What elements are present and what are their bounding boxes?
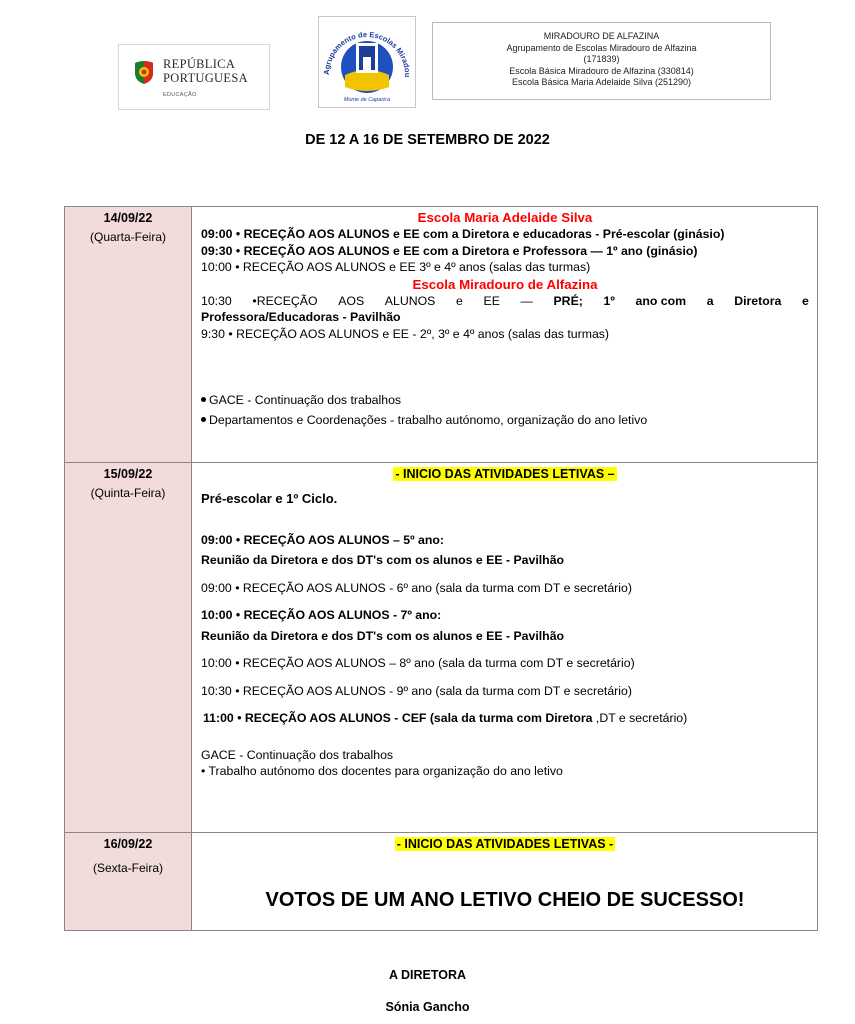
school-logo (318, 16, 416, 108)
republica-line3: EDUCAÇÃO (163, 92, 197, 98)
bullet-icon (201, 397, 206, 402)
schedule-line: 09:00 • RECEÇÃO AOS ALUNOS - 6º ano (sala da turma com DT e secretário) (201, 580, 632, 595)
school-info-line: Escola Básica Miradouro de Alfazina (330814) (509, 65, 694, 76)
closing-wish: VOTOS DE UM ANO LETIVO CHEIO DE SUCESSO! (265, 889, 745, 911)
word: e (802, 293, 809, 308)
word: e (456, 293, 463, 308)
highlight-banner: - INICIO DAS ATIVIDADES LETIVAS - (396, 837, 614, 851)
schedule-cell (192, 207, 818, 463)
schedule-line-justified (201, 293, 809, 310)
schedule-line: 10:00 • RECEÇÃO AOS ALUNOS - 7º ano: (201, 608, 442, 622)
bullet-item (201, 392, 809, 409)
schedule-line: 10:30 • RECEÇÃO AOS ALUNOS - 9º ano (sala da turma com DT e secretário) (201, 683, 632, 698)
word: ALUNOS (384, 293, 436, 308)
page-title: DE 12 A 16 DE SETEMBRO DE 2022 (305, 132, 550, 148)
table-row (65, 833, 818, 931)
table-row (65, 463, 818, 833)
school-logo-bottom-text: Monte de Caparica (343, 97, 391, 103)
schedule-cell (192, 833, 818, 931)
schedule-line: 9:30 • RECEÇÃO AOS ALUNOS e EE - 2º, 3º e 4º anos (salas das turmas) (201, 326, 610, 341)
word: •RECEÇÃO (252, 293, 318, 308)
schedule-line: 09:30 • RECEÇÃO AOS ALUNOS e EE com a Diretora e Professora — 1º ano (ginásio) (201, 243, 698, 258)
date-value: 14/09/22 (103, 211, 153, 225)
weekday: (Sexta-Feira) (92, 861, 163, 875)
bullet-text: GACE - Continuação dos trabalhos (209, 393, 402, 407)
schedule-line: 10:00 • RECEÇÃO AOS ALUNOS – 8º ano (sala da turma com DT e secretário) (201, 656, 635, 670)
schedule-cell (192, 463, 818, 833)
word: — (520, 293, 533, 308)
school-info-line: Escola Básica Maria Adelaide Silva (251290) (511, 77, 692, 87)
school-heading: Escola Miradouro de Alfazina (412, 276, 598, 292)
date-cell (65, 463, 192, 833)
schedule-table (64, 206, 818, 931)
word: ano com (635, 293, 687, 308)
school-heading: Escola Maria Adelaide Silva (417, 210, 593, 225)
schedule-line (201, 710, 809, 727)
word: AOS (338, 293, 365, 308)
date-value: 15/09/22 (103, 467, 153, 481)
subheading: Pré-escolar e 1º Ciclo. (201, 491, 338, 506)
signature-role: A DIRETORA (388, 968, 467, 982)
portugal-emblem-icon (133, 59, 155, 85)
weekday: (Quinta-Feira) (90, 486, 166, 500)
word: a (706, 293, 714, 308)
school-emblem-icon (319, 17, 415, 107)
word: 1º (603, 293, 615, 308)
schedule-line-bold: 11:00 • RECEÇÃO AOS ALUNOS - CEF (sala da turma com Diretora (203, 711, 593, 725)
schedule-line-rest: ,DT e secretário) (592, 711, 688, 725)
bullet-icon (201, 417, 206, 422)
schedule-line: 10:00 • RECEÇÃO AOS ALUNOS e EE 3º e 4º anos (salas das turmas) (201, 260, 591, 274)
word: PRÉ; (553, 293, 583, 308)
schedule-line: • Trabalho autónomo dos docentes para organização do ano letivo (201, 764, 563, 778)
republica-line2: PORTUGUESA (163, 71, 248, 85)
republica-line1: REPÚBLICA (163, 57, 236, 71)
republica-portuguesa-logo (118, 44, 270, 110)
word: Diretora (734, 293, 782, 308)
schedule-line: 09:00 • RECEÇÃO AOS ALUNOS – 5º ano: (201, 532, 444, 547)
schedule-line: Reunião da Diretora e dos DT's com os alunos e EE - Pavilhão (201, 628, 565, 643)
weekday: (Quarta-Feira) (89, 230, 166, 244)
schedule-line: Reunião da Diretora e dos DT's com os alunos e EE - Pavilhão (201, 553, 565, 567)
schedule-line: 09:00 • RECEÇÃO AOS ALUNOS e EE com a Diretora e educadoras - Pré-escolar (ginásio) (201, 227, 725, 241)
table-row (65, 207, 818, 463)
highlight-banner: - INICIO DAS ATIVIDADES LETIVAS – (395, 467, 615, 481)
schedule-line: Professora/Educadoras - Pavilhão (201, 310, 401, 324)
date-cell (65, 207, 192, 463)
school-info-line: (171839) (583, 54, 620, 64)
schedule-line: GACE - Continuação dos trabalhos (201, 747, 394, 762)
word: EE (483, 293, 500, 308)
bullet-text: Departamentos e Coordenações - trabalho autónomo, organização do ano letivo (209, 412, 648, 427)
school-logo-arc-text: Agrupamento de Escolas Miradou (321, 29, 412, 78)
bullet-item (201, 412, 809, 429)
school-info-box (432, 22, 771, 100)
signature-name: Sónia Gancho (385, 1000, 470, 1014)
date-cell (65, 833, 192, 931)
school-info-line: MIRADOURO DE ALFAZINA (543, 31, 660, 41)
date-value: 16/09/22 (103, 837, 153, 851)
school-info-line: Agrupamento de Escolas Miradouro de Alfazina (506, 42, 697, 53)
word: 10:30 (201, 293, 232, 308)
